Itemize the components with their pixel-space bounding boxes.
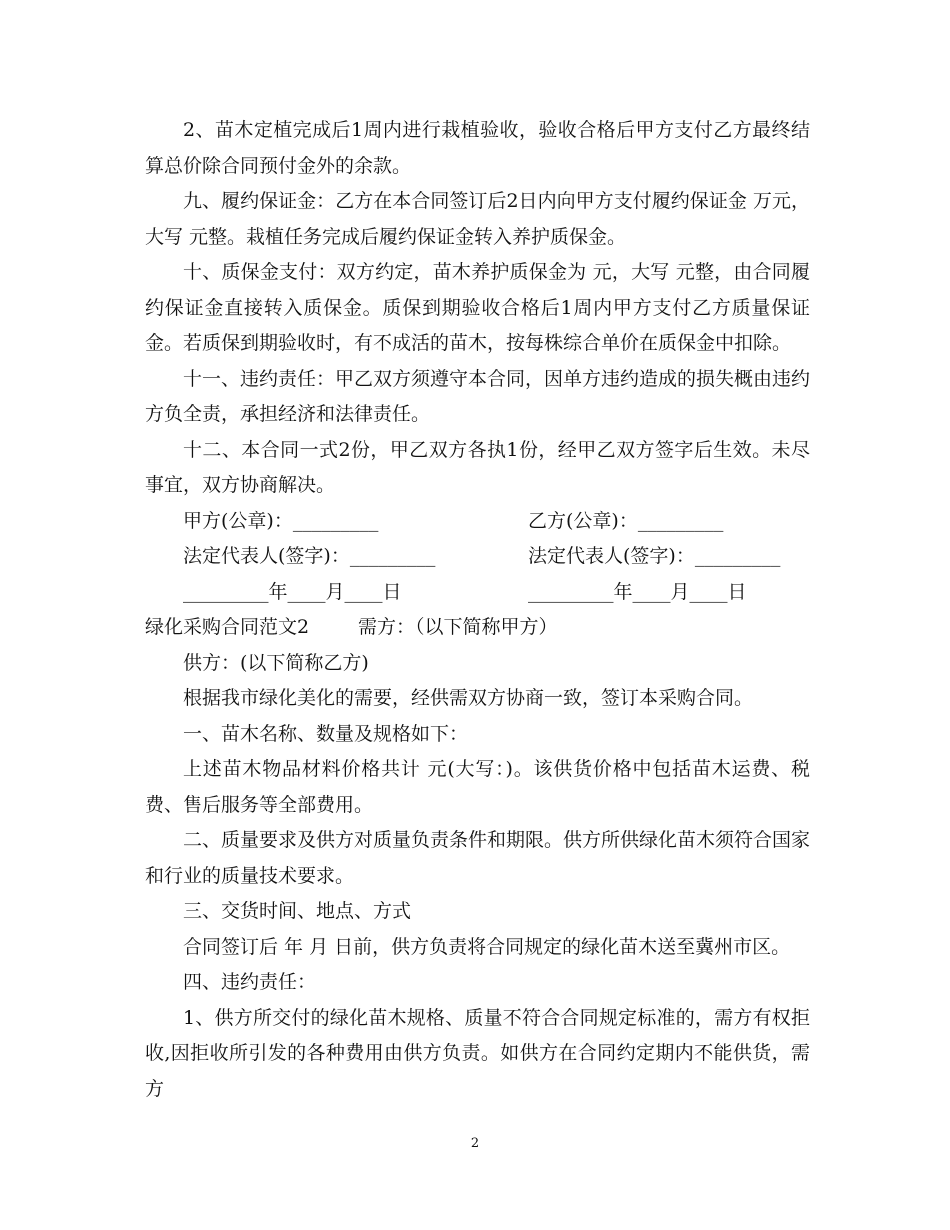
party-b-date: _________年____月____日	[528, 580, 747, 603]
section3-heading: 三、交货时间、地点、方式	[183, 900, 412, 922]
party-a-representative: 法定代表人(签字)：_________	[183, 545, 436, 567]
section4-item1: 1、供方所交付的绿化苗木规格、质量不符合合同规定标准的，需方有权拒收,因拒收所引发的各种费用由供方负责。如供方在合同约定期内不能供货，需方	[145, 1006, 810, 1100]
second-contract-header	[145, 610, 810, 646]
page-number: 2	[470, 1136, 480, 1151]
section2-text: 二、质量要求及供方对质量负责条件和期限。供方所供绿化苗木须符合国家和行业的质量技术要求。	[145, 829, 811, 887]
second-contract-title: 绿化采购合同范文2	[145, 616, 310, 638]
paragraph-copies: 十二、本合同一式2份，甲乙双方各执1份，经甲乙双方签字后生效。未尽事宜，双方协商解决。	[145, 438, 810, 496]
paragraph-warranty-payment: 十、质保金支付：双方约定，苗木养护质保金为 元，大写 元整，由合同履约保证金直接转入质保金。质保到期验收合格后1周内甲方支付乙方质量保证金。若质保到期验收时，有不成活的苗木，按每株综合单价在质保金中扣除。	[145, 261, 810, 354]
signature-representative-row	[145, 539, 810, 575]
section1-text: 上述苗木物品材料价格共计 元(大写：)。该供货价格中包括苗木运费、税费、售后服务等全部费用。	[145, 758, 810, 816]
party-a-seal: 甲方(公章)：_________	[183, 509, 379, 532]
paragraph-liability: 十一、违约责任：甲乙双方须遵守本合同，因单方违约造成的损失概由违约方负全责，承担经济和法律责任。	[145, 367, 811, 425]
party-b-representative: 法定代表人(签字)：_________	[528, 545, 781, 567]
section3-text: 合同签订后 年 月 日前，供方负责将合同规定的绿化苗木送至冀州市区。	[183, 935, 791, 958]
section1-heading: 一、苗木名称、数量及规格如下：	[183, 722, 469, 745]
supplier-line: 供方：(以下简称乙方)	[183, 651, 369, 674]
signature-seal-row	[145, 504, 810, 540]
paragraph-performance-bond: 九、履约保证金：乙方在本合同签订后2日内向甲方支付履约保证金 万元，大写 元整。栽植任务完成后履约保证金转入养护质保金。	[145, 190, 810, 248]
section4-heading: 四、违约责任：	[183, 971, 317, 993]
document-body	[145, 113, 810, 1107]
contract-intro: 根据我市绿化美化的需要，经供需双方协商一致，签订本采购合同。	[183, 687, 754, 709]
buyer-line: 需方：（以下简称甲方）	[358, 616, 558, 638]
party-b-seal: 乙方(公章)：_________	[528, 509, 724, 532]
party-a-date: _________年____月____日	[183, 580, 402, 603]
paragraph-acceptance: 2、苗木定植完成后1周内进行栽植验收，验收合格后甲方支付乙方最终结算总价除合同预付金外的余款。	[145, 119, 810, 177]
signature-date-row	[145, 575, 810, 611]
